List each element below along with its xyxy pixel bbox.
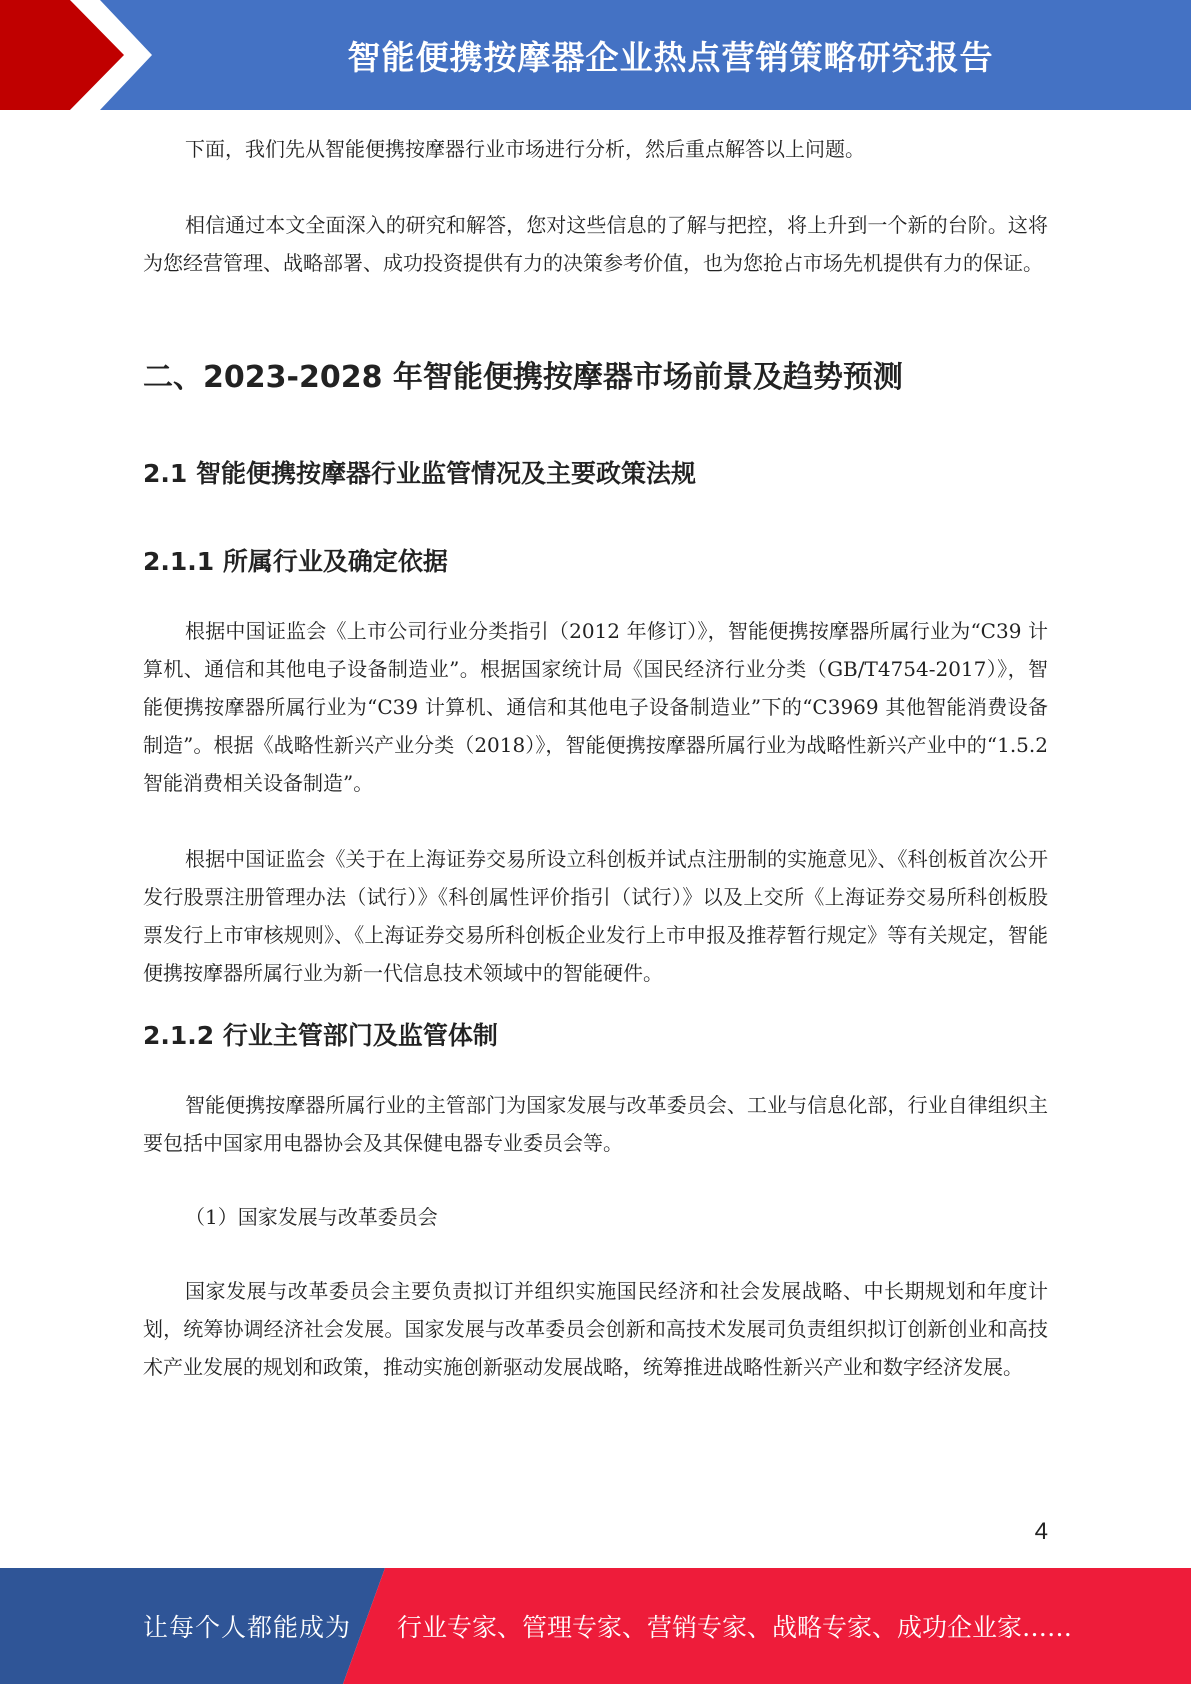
section-2-1-1-paragraph-2: 根据中国证监会《关于在上海证券交易所设立科创板并试点注册制的实施意见》、《科创板首次公开发行股票注册管理办法（试行）》《科创属性评价指引（试行）》以及上交所《上海证券交易所科创板股票发行上市审核规则》、《上海证券交易所科创板企业发行上市申报及推荐暂行规定》等有关规定，智能便携按摩器所属行业为新一代信息技术领域中的智能硬件。 [143,847,1048,985]
page-footer [0,1568,1191,1684]
section-2-1-2-paragraph-2: 国家发展与改革委员会主要负责拟订并组织实施国民经济和社会发展战略、中长期规划和年度计划，统筹协调经济社会发展。国家发展与改革委员会创新和高技术发展司负责组织拟订创新创业和高技术产业发展的规划和政策，推动实施创新驱动发展战略，统筹推进战略性新兴产业和数字经济发展。 [143,1279,1048,1379]
section-2-1-1-paragraph-1: 根据中国证监会《上市公司行业分类指引（2012 年修订）》，智能便携按摩器所属行业为“C39 计算机、通信和其他电子设备制造业”。根据国家统计局《国民经济行业分类（GB/T4754-2017）》，智能便携按摩器所属行业为“C39 计算机、通信和其他电子设备制造业”下的“C3969 其他智能消费设备制造”。根据《战略性新兴产业分类（2018）》，智能便携按摩器所属行业为战略性新兴产业中的“1.5.2 智能消费相关设备制造”。 [143,619,1048,795]
page-header [0,0,1191,110]
section-2-1-heading: 2.1 智能便携按摩器行业监管情况及主要政策法规 [143,459,696,488]
section-2-1-2-list-item-1: （1）国家发展与改革委员会 [185,1205,438,1229]
intro-paragraph-1: 下面，我们先从智能便携按摩器行业市场进行分析，然后重点解答以上问题。 [185,137,865,161]
report-title: 智能便携按摩器企业热点营销策略研究报告 [347,37,994,77]
section-2-heading: 二、2023-2028 年智能便携按摩器市场前景及趋势预测 [143,360,903,395]
footer-slogan-right: 行业专家、管理专家、营销专家、战略专家、成功企业家…… [397,1613,1073,1642]
page-number: 4 [1034,1518,1048,1545]
intro-paragraph-2: 相信通过本文全面深入的研究和解答，您对这些信息的了解与把控，将上升到一个新的台阶。这将为您经营管理、战略部署、成功投资提供有力的决策参考价值，也为您抢占市场先机提供有力的保证。 [143,213,1048,275]
section-2-1-2-heading: 2.1.2 行业主管部门及监管体制 [143,1021,498,1050]
section-2-1-1-heading: 2.1.1 所属行业及确定依据 [143,547,448,576]
header-chevron-icon [0,0,160,110]
footer-slogan-left: 让每个人都能成为 [143,1613,352,1642]
page-content [143,130,1048,1386]
section-2-1-2-paragraph-1: 智能便携按摩器所属行业的主管部门为国家发展与改革委员会、工业与信息化部，行业自律组织主要包括中国家用电器协会及其保健电器专业委员会等。 [143,1093,1048,1155]
